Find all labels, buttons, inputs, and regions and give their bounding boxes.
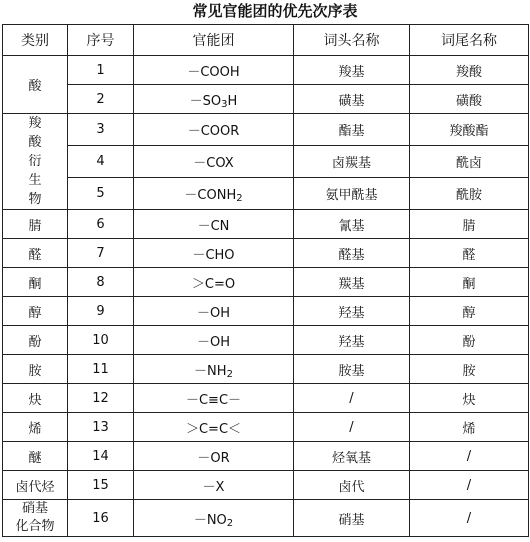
row-number: 12 <box>68 384 134 413</box>
functional-group-cell: ＞C=O <box>134 268 294 297</box>
table-row <box>3 471 529 500</box>
category-cell: 酚 <box>3 326 68 355</box>
table-row <box>3 114 529 146</box>
category-cell: 胺 <box>3 355 68 384</box>
functional-group-cell: －CHO <box>134 239 294 268</box>
category-cell: 醚 <box>3 442 68 471</box>
table-row <box>3 146 529 178</box>
prefix-name-cell: / <box>294 413 410 442</box>
row-number: 7 <box>68 239 134 268</box>
table-row <box>3 384 529 413</box>
suffix-name-cell: 酰胺 <box>410 178 529 210</box>
suffix-name-cell: 磺酸 <box>410 85 529 114</box>
category-cell: 硝基 化合物 <box>3 500 68 537</box>
functional-group-cell: －C≡C－ <box>134 384 294 413</box>
row-number: 1 <box>68 56 134 85</box>
functional-group-cell: －CN <box>134 210 294 239</box>
functional-group-cell: －OH <box>134 326 294 355</box>
functional-group-cell: －COOH <box>134 56 294 85</box>
category-cell: 腈 <box>3 210 68 239</box>
category-cell: 羧 酸 衍 生 物 <box>3 114 68 210</box>
table-row <box>3 326 529 355</box>
suffix-name-cell: 羧酸酯 <box>410 114 529 146</box>
suffix-name-cell: 醛 <box>410 239 529 268</box>
suffix-name-cell: 酚 <box>410 326 529 355</box>
suffix-name-cell: 羧酸 <box>410 56 529 85</box>
suffix-name-cell: 炔 <box>410 384 529 413</box>
suffix-name-cell: 烯 <box>410 413 529 442</box>
table-row <box>3 56 529 85</box>
prefix-name-cell: 羟基 <box>294 297 410 326</box>
row-number: 4 <box>68 146 134 178</box>
table-row <box>3 210 529 239</box>
header-category: 类别 <box>3 25 68 56</box>
header-suffix-name: 词尾名称 <box>410 25 529 56</box>
table-row <box>3 268 529 297</box>
category-cell: 醇 <box>3 297 68 326</box>
suffix-name-cell: 酮 <box>410 268 529 297</box>
functional-group-cell: －COX <box>134 146 294 178</box>
header-prefix-name: 词头名称 <box>294 25 410 56</box>
table-row <box>3 85 529 114</box>
row-number: 3 <box>68 114 134 146</box>
prefix-name-cell: / <box>294 384 410 413</box>
functional-group-cell: ＞C=C＜ <box>134 413 294 442</box>
table-title: 常见官能团的优先次序表 <box>192 2 358 20</box>
table-body <box>3 56 529 537</box>
row-number: 14 <box>68 442 134 471</box>
row-number: 16 <box>68 500 134 537</box>
row-number: 10 <box>68 326 134 355</box>
category-cell: 烯 <box>3 413 68 442</box>
suffix-name-cell: / <box>410 442 529 471</box>
table-row <box>3 178 529 210</box>
suffix-name-cell: 醇 <box>410 297 529 326</box>
prefix-name-cell: 磺基 <box>294 85 410 114</box>
functional-group-cell: －OR <box>134 442 294 471</box>
header-functional-group: 官能团 <box>134 25 294 56</box>
prefix-name-cell: 卤代 <box>294 471 410 500</box>
category-cell: 醛 <box>3 239 68 268</box>
row-number: 15 <box>68 471 134 500</box>
suffix-name-cell: 腈 <box>410 210 529 239</box>
table-row <box>3 413 529 442</box>
table-row <box>3 442 529 471</box>
suffix-name-cell: 酰卤 <box>410 146 529 178</box>
prefix-name-cell: 烃氧基 <box>294 442 410 471</box>
prefix-name-cell: 卤羰基 <box>294 146 410 178</box>
suffix-name-cell: / <box>410 500 529 537</box>
functional-group-table <box>2 24 529 537</box>
prefix-name-cell: 氨甲酰基 <box>294 178 410 210</box>
prefix-name-cell: 酯基 <box>294 114 410 146</box>
prefix-name-cell: 羧基 <box>294 56 410 85</box>
prefix-name-cell: 氰基 <box>294 210 410 239</box>
functional-group-cell: －COOR <box>134 114 294 146</box>
functional-group-cell: $-SO_3H$ <box>134 85 294 114</box>
functional-group-cell: －X <box>134 471 294 500</box>
row-number: 8 <box>68 268 134 297</box>
table-row <box>3 239 529 268</box>
prefix-name-cell: 羟基 <box>294 326 410 355</box>
table-row <box>3 297 529 326</box>
functional-group-cell: $-CONH_2$ <box>134 178 294 210</box>
suffix-name-cell: / <box>410 471 529 500</box>
functional-group-cell: $-NH_2$ <box>134 355 294 384</box>
row-number: 5 <box>68 178 134 210</box>
row-number: 11 <box>68 355 134 384</box>
category-cell: 酮 <box>3 268 68 297</box>
category-cell: 卤代烃 <box>3 471 68 500</box>
row-number: 13 <box>68 413 134 442</box>
prefix-name-cell: 硝基 <box>294 500 410 537</box>
suffix-name-cell: 胺 <box>410 355 529 384</box>
category-cell: 酸 <box>3 56 68 114</box>
row-number: 6 <box>68 210 134 239</box>
header-number: 序号 <box>68 25 134 56</box>
prefix-name-cell: 胺基 <box>294 355 410 384</box>
table-row <box>3 355 529 384</box>
prefix-name-cell: 醛基 <box>294 239 410 268</box>
table-row <box>3 500 529 537</box>
category-cell: 炔 <box>3 384 68 413</box>
row-number: 2 <box>68 85 134 114</box>
functional-group-cell: $-NO_2$ <box>134 500 294 537</box>
header-row <box>3 25 529 56</box>
prefix-name-cell: 羰基 <box>294 268 410 297</box>
functional-group-cell: －OH <box>134 297 294 326</box>
row-number: 9 <box>68 297 134 326</box>
